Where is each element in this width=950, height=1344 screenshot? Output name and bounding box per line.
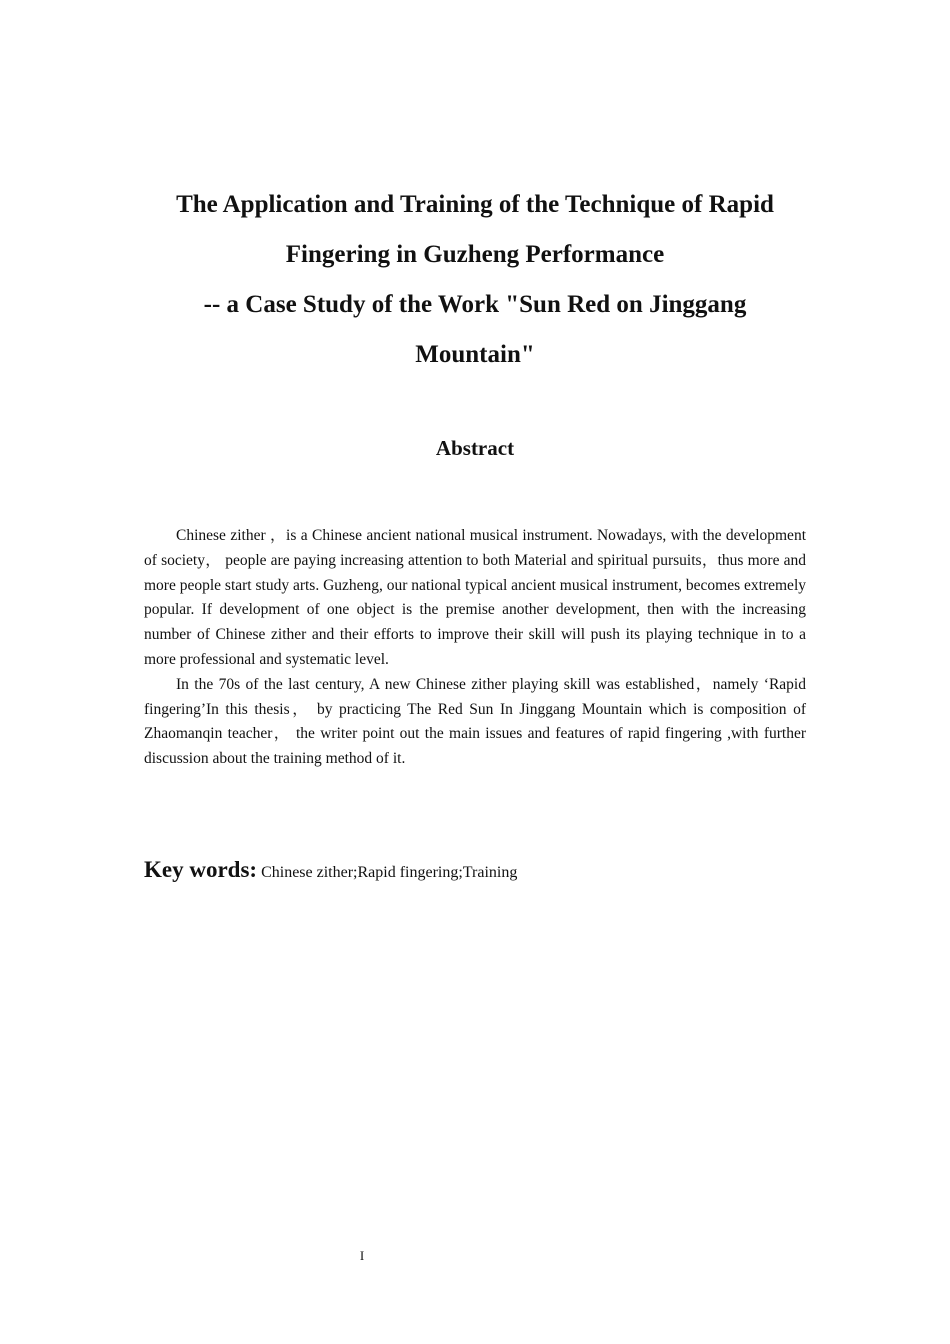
abstract-paragraph: In the 70s of the last century, A new Chinese zither playing skill was established，namely ‘Rapid fingering’In this thesis， by practicing The Red Sun In Jinggang Mountain which is composition of Zhaomanqin teacher， the writer point out the main issues and features of rapid fingering ,with further discussion about the training method of it. (144, 675, 806, 768)
paper-title (145, 180, 805, 380)
abstract-paragraph: Chinese zither ，is a Chinese ancient national musical instrument. Nowadays, with the development of society， people are paying increasing attention to both Material and spiritual pursuits，thus more and more people start study arts. Guzheng, our national typical ancient musical instrument, becomes extremely popular. If development of one object is the premise another development, then with the increasing number of Chinese zither and their efforts to improve their skill will push its playing technique in to a more professional and systematic level. (144, 527, 806, 668)
title-line: Fingering in Guzheng Performance (285, 241, 665, 268)
abstract-body (144, 524, 806, 772)
keywords-value: Chinese zither;Rapid fingering;Training (261, 864, 518, 881)
subtitle-line: Mountain" (415, 341, 535, 368)
keywords-label: Key words: (144, 857, 258, 882)
subtitle-line: -- a Case Study of the Work "Sun Red on Jinggang (203, 291, 747, 318)
abstract-heading: Abstract (435, 436, 515, 460)
title-line: The Application and Training of the Technique of Rapid (176, 191, 774, 218)
page-number: I (359, 1248, 365, 1263)
keywords (144, 857, 806, 883)
